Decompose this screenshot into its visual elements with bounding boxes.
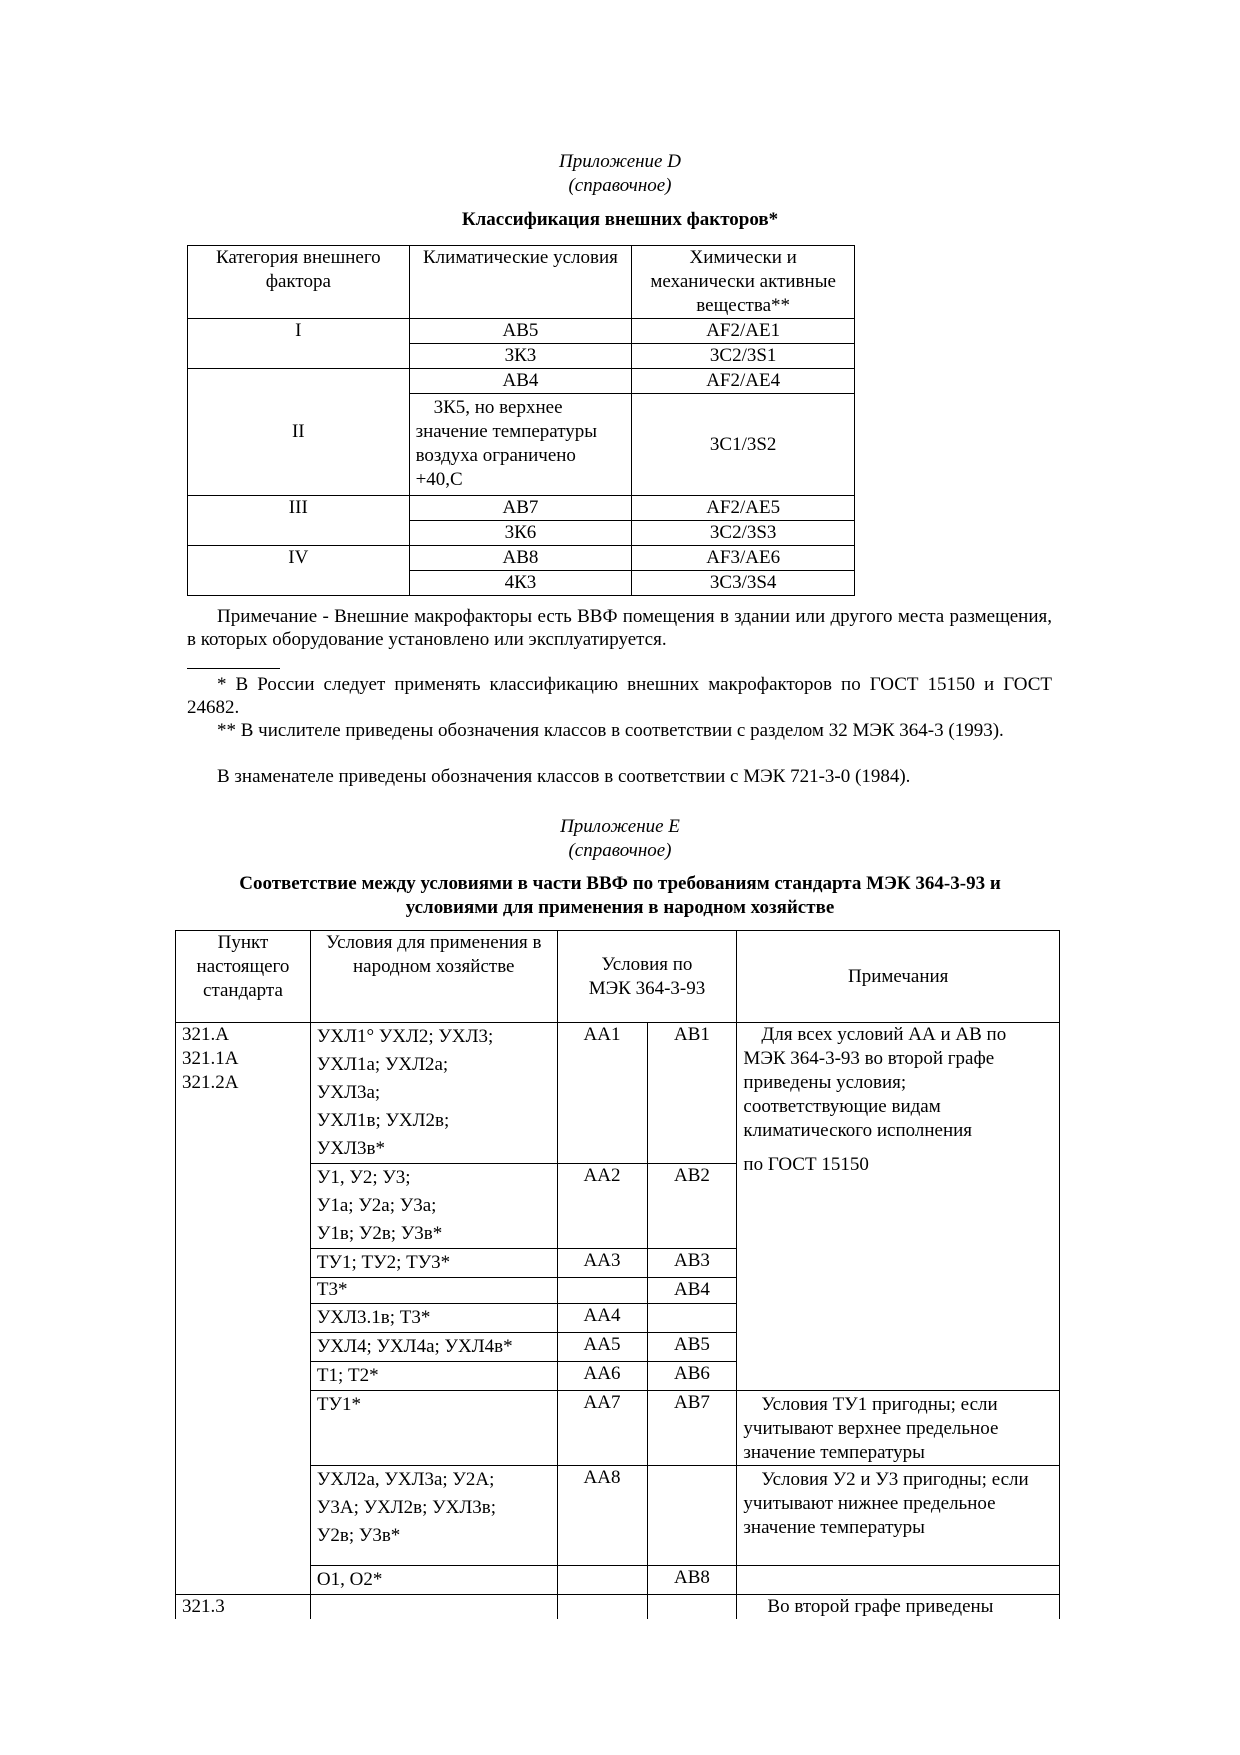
appendix-e-subtitle: (справочное) — [568, 840, 672, 861]
aa-cell: АА7 — [557, 1391, 647, 1466]
ab-cell: АВ1 — [647, 1023, 737, 1164]
point-cell: 321.3 — [176, 1595, 311, 1620]
conditions-cell: УХЛ3.1в; Т3* — [310, 1304, 557, 1333]
cond-line: У1, У2; У3; — [316, 1167, 411, 1188]
table-row — [188, 546, 855, 571]
category-cell: II — [188, 369, 410, 496]
aa-cell — [557, 1278, 647, 1304]
cond-line: У2в; У3в* — [316, 1525, 401, 1546]
chemical-cell: 3С3/3S4 — [632, 571, 855, 596]
ab-cell — [647, 1304, 737, 1333]
climatic-cell: 3К3 — [409, 344, 632, 369]
footnote-1: * В России следует применять классификацию внешних макрофакторов по ГОСТ 15150 и ГОСТ 24682. — [187, 674, 1052, 718]
chemical-cell: AF2/AE1 — [632, 319, 855, 344]
ab-cell: АВ7 — [647, 1391, 737, 1466]
climatic-cell: АВ4 — [409, 369, 632, 394]
aa-cell: АА2 — [557, 1164, 647, 1249]
table-row — [176, 1023, 1060, 1164]
ab-cell: АВ2 — [647, 1164, 737, 1249]
table-row — [188, 369, 855, 394]
footnote-3: В знаменателе приведены обозначения классов в соответствии с МЭК 721-3-0 (1984). — [217, 766, 911, 787]
climatic-cell: 3К5, но верхнее значение температуры воздуха ограничено +40,С — [409, 394, 632, 496]
header-conditions: Условия для применения в народном хозяйстве — [310, 931, 557, 1023]
aa-cell — [557, 1595, 647, 1620]
conditions-cell: Т3* — [310, 1278, 557, 1304]
conditions-cell — [310, 1023, 557, 1164]
climatic-cell: 3К6 — [409, 521, 632, 546]
climatic-cell: АВ7 — [409, 496, 632, 521]
conditions-cell: ТУ1* — [310, 1391, 557, 1466]
aa-cell: АА4 — [557, 1304, 647, 1333]
category-cell: I — [188, 319, 410, 369]
header-point: Пункт настоящего стандарта — [176, 931, 311, 1023]
chemical-cell: AF2/AE5 — [632, 496, 855, 521]
appendix-e-title: Приложение Е — [560, 816, 680, 837]
aa-cell — [557, 1566, 647, 1595]
cond-line: УХЛ1а; УХЛ2а; — [316, 1054, 449, 1075]
point-3211a: 321.1А — [182, 1048, 239, 1069]
category-cell: IV — [188, 546, 410, 596]
chemical-cell: 3С2/3S1 — [632, 344, 855, 369]
ab-cell: АВ5 — [647, 1333, 737, 1362]
header-category: Категория внешнего фактора — [188, 246, 410, 319]
category-cell: III — [188, 496, 410, 546]
conditions-cell: ТУ1; ТУ2; ТУ3* — [310, 1249, 557, 1278]
point-3212a: 321.2А — [182, 1072, 239, 1093]
notes-cell — [737, 1023, 1060, 1391]
header-chemical: Химически и механически активные вещества** — [632, 246, 855, 319]
table-header-row — [176, 931, 1060, 1023]
cond-line: У1а; У2а; У3а; — [316, 1195, 437, 1216]
notes-cell — [737, 1466, 1060, 1566]
table-row — [188, 319, 855, 344]
cond-line: У3А; УХЛ2в; УХЛ3в; — [316, 1497, 496, 1518]
footnote-divider — [187, 668, 280, 669]
cond-line: УХЛ1в; УХЛ2в; — [316, 1110, 450, 1131]
ab-cell: АВ6 — [647, 1362, 737, 1391]
appendix-e-heading-line1: Соответствие между условиями в части ВВФ по требованиям стандарта МЭК 364-3-93 и — [239, 873, 1001, 894]
conditions-cell: О1, О2* — [310, 1566, 557, 1595]
correspondence-table — [175, 930, 1060, 1619]
chemical-cell: 3С1/3S2 — [632, 394, 855, 496]
table-row — [176, 1595, 1060, 1620]
appendix-d-note: Примечание - Внешние макрофакторы есть ВВФ помещения в здании или другого места размещения, в которых оборудование установлено или эксплуатируется. — [187, 606, 1052, 650]
aa-cell: АА5 — [557, 1333, 647, 1362]
conditions-cell: УХЛ4; УХЛ4а; УХЛ4в* — [310, 1333, 557, 1362]
header-notes: Примечания — [737, 931, 1060, 1023]
note-3: Условия У2 и У3 пригодны; если учитывают нижнее предельное значение температуры — [743, 1469, 1029, 1538]
cond-line: УХЛ3а; — [316, 1082, 381, 1103]
chemical-cell: AF3/AE6 — [632, 546, 855, 571]
footnote-2: ** В числителе приведены обозначения классов в соответствии с разделом 32 МЭК 364-3 (1993). — [217, 720, 1004, 741]
classification-table — [187, 245, 855, 596]
cond-line: УХЛ2а, УХЛ3а; У2А; — [316, 1469, 495, 1490]
cond-line: УХЛ3в* — [316, 1138, 385, 1159]
cond-line: УХЛ1° УХЛ2; УХЛ3; — [316, 1026, 494, 1047]
conditions-cell — [310, 1164, 557, 1249]
notes-cell — [737, 1391, 1060, 1466]
climatic-cell: АВ5 — [409, 319, 632, 344]
aa-cell: АА3 — [557, 1249, 647, 1278]
ab-cell: АВ3 — [647, 1249, 737, 1278]
notes-cell — [737, 1566, 1060, 1595]
ab-cell: АВ4 — [647, 1278, 737, 1304]
chemical-cell: AF2/AE4 — [632, 369, 855, 394]
ab-cell — [647, 1595, 737, 1620]
table-row — [188, 496, 855, 521]
header-iec — [557, 931, 737, 1023]
notes-cell: Во второй графе приведены — [737, 1595, 1060, 1620]
header-climatic: Климатические условия — [409, 246, 632, 319]
conditions-cell — [310, 1595, 557, 1620]
ab-cell — [647, 1466, 737, 1566]
aa-cell: АА6 — [557, 1362, 647, 1391]
appendix-e-heading-line2: условиями для применения в народном хозяйстве — [405, 897, 835, 918]
appendix-d-heading: Классификация внешних факторов* — [461, 209, 779, 230]
conditions-cell: Т1; Т2* — [310, 1362, 557, 1391]
climatic-cell: 4К3 — [409, 571, 632, 596]
aa-cell: АА8 — [557, 1466, 647, 1566]
appendix-d-title: Приложение D — [559, 151, 681, 172]
climatic-cell: АВ8 — [409, 546, 632, 571]
note-2: Условия ТУ1 пригодны; если учитывают верхнее предельное значение температуры — [743, 1394, 999, 1463]
chemical-cell: 3С2/3S3 — [632, 521, 855, 546]
aa-cell: АА1 — [557, 1023, 647, 1164]
point-321a: 321.А — [182, 1024, 229, 1045]
table-header-row — [188, 246, 855, 319]
point-cell — [176, 1023, 311, 1595]
ab-cell: АВ8 — [647, 1566, 737, 1595]
cond-line: У1в; У2в; У3в* — [316, 1223, 443, 1244]
note-1b: по ГОСТ 15150 — [743, 1154, 869, 1175]
header-iec-label: Условия по МЭК 364-3-93 — [588, 953, 706, 999]
conditions-cell — [310, 1466, 557, 1566]
note-1: Для всех условий АА и АВ по МЭК 364-3-93 во второй графе приведены условия; соответствующие видам климатического исполнения — [743, 1024, 1007, 1141]
appendix-d-subtitle: (справочное) — [568, 175, 672, 196]
